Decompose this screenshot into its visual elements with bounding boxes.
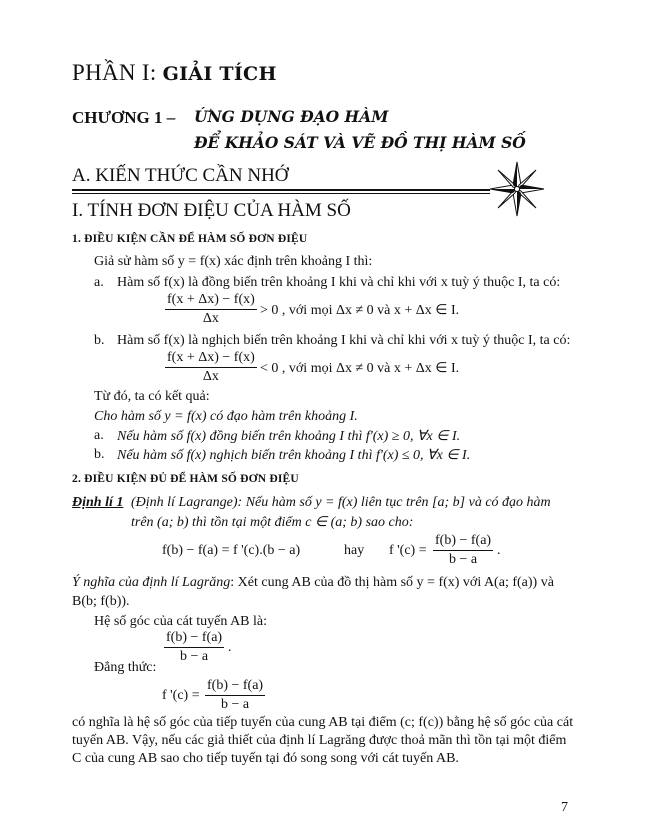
compass-star-icon xyxy=(488,160,546,218)
theorem-line2: trên (a; b) thì tồn tại một điểm c ∈ (a; b) sao cho: xyxy=(131,515,414,530)
fraction-slope-denominator: b − a xyxy=(179,649,209,664)
part-name: GIẢI TÍCH xyxy=(162,63,277,85)
fraction-lagrange xyxy=(433,533,493,568)
fraction-slope xyxy=(164,630,224,665)
section-rule-thin xyxy=(72,193,490,194)
fraction-b xyxy=(165,350,257,385)
item-b-label: b. xyxy=(94,333,105,348)
item-a-condition: > 0 , với mọi Δx ≠ 0 và x + Δx ∈ I. xyxy=(260,303,460,318)
section-rule xyxy=(72,189,490,191)
meaning-title: Ý nghĩa của định lí Lagrăng xyxy=(72,575,231,590)
item-a-label: a. xyxy=(94,275,104,290)
item-b-text: Hàm số f(x) là nghịch biến trên khoảng I khi và chỉ khi với x tuỳ ý thuộc I, ta có: xyxy=(117,333,571,348)
intro-text: Giả sử hàm số y = f(x) xác định trên khoảng I thì: xyxy=(94,254,373,269)
theorem-label: Định lí 1 xyxy=(72,495,124,510)
chapter-title-line2: ĐỂ KHẢO SÁT VÀ VẼ ĐỒ THỊ HÀM SỐ xyxy=(194,133,526,152)
meaning-paragraph-line2: B(b; f(b)). xyxy=(72,594,130,609)
given-text: Cho hàm số y = f(x) có đạo hàm trên khoảng I. xyxy=(94,409,358,424)
fraction-a-denominator: Δx xyxy=(202,311,219,326)
equality-text: Đẳng thức: xyxy=(94,660,157,675)
slope-text: Hệ số góc của cát tuyến AB là: xyxy=(94,614,268,629)
equality-prefix: f '(c) = xyxy=(162,688,200,703)
conclusion-line1: có nghĩa là hệ số góc của tiếp tuyến của cung AB tại điểm (c; f(c)) bằng hệ số góc của cát xyxy=(72,715,574,730)
fraction-a xyxy=(165,292,257,327)
result-b-text: Nếu hàm số f(x) nghịch biến trên khoảng I thì f'(x) ≤ 0, ∀x ∈ I. xyxy=(117,448,471,463)
meaning-text: : Xét cung AB của đồ thị hàm số y = f(x) với A(a; f(a)) và xyxy=(230,575,554,590)
conclusion-line2: tuyến AB. Vậy, nếu các giả thiết của định lí Lagrăng được thoả mãn thì tồn tại một điểm xyxy=(72,733,567,748)
fraction-lagrange-numerator: f(b) − f(a) xyxy=(433,533,493,551)
theorem-line1: (Định lí Lagrange): Nếu hàm số y = f(x) liên tục trên [a; b] và có đạo hàm xyxy=(131,495,551,510)
lagrange-equation: f(b) − f(a) = f '(c).(b − a) xyxy=(162,543,301,558)
result-a-text: Nếu hàm số f(x) đồng biến trên khoảng I thì f'(x) ≥ 0, ∀x ∈ I. xyxy=(117,429,461,444)
chapter-title-line1: ỨNG DỤNG ĐẠO HÀM xyxy=(194,107,389,126)
fraction-equality-denominator: b − a xyxy=(220,697,250,712)
chapter-label: CHƯƠNG 1 – xyxy=(72,108,176,127)
fraction-a-numerator: f(x + Δx) − f(x) xyxy=(165,292,257,310)
item-a-text: Hàm số f(x) là đồng biến trên khoảng I khi và chỉ khi với x tuỳ ý thuộc I, ta có: xyxy=(117,275,561,290)
equation-or: hay xyxy=(344,543,365,558)
part-title xyxy=(72,60,277,86)
subsection-2-heading: 2. ĐIỀU KIỆN ĐỦ ĐỂ HÀM SỐ ĐƠN ĐIỆU xyxy=(72,473,299,485)
meaning-paragraph-line1 xyxy=(72,575,554,591)
section-i-heading: I. TÍNH ĐƠN ĐIỆU CỦA HÀM SỐ xyxy=(72,200,351,221)
period-mark: . xyxy=(497,543,501,558)
equation-right-prefix: f '(c) = xyxy=(389,543,427,558)
fraction-b-numerator: f(x + Δx) − f(x) xyxy=(165,350,257,368)
section-a-heading: A. KIẾN THỨC CẦN NHỚ xyxy=(72,165,289,186)
fraction-equality-numerator: f(b) − f(a) xyxy=(205,678,265,696)
fraction-lagrange-denominator: b − a xyxy=(448,552,478,567)
result-text: Từ đó, ta có kết quả: xyxy=(94,389,210,404)
item-b-condition: < 0 , với mọi Δx ≠ 0 và x + Δx ∈ I. xyxy=(260,361,460,376)
fraction-equality xyxy=(205,678,265,713)
result-a-label: a. xyxy=(94,428,104,443)
conclusion-line3: C của cung AB sao cho tiếp tuyến tại đó song song với cát tuyến AB. xyxy=(72,751,459,766)
fraction-b-denominator: Δx xyxy=(202,369,219,384)
result-b-label: b. xyxy=(94,447,105,462)
subsection-1-heading: 1. ĐIỀU KIỆN CẦN ĐỂ HÀM SỐ ĐƠN ĐIỆU xyxy=(72,233,308,245)
period-mark: . xyxy=(228,640,232,655)
page-number: 7 xyxy=(561,800,568,815)
part-prefix: PHẦN I: xyxy=(72,60,163,85)
fraction-slope-numerator: f(b) − f(a) xyxy=(164,630,224,648)
